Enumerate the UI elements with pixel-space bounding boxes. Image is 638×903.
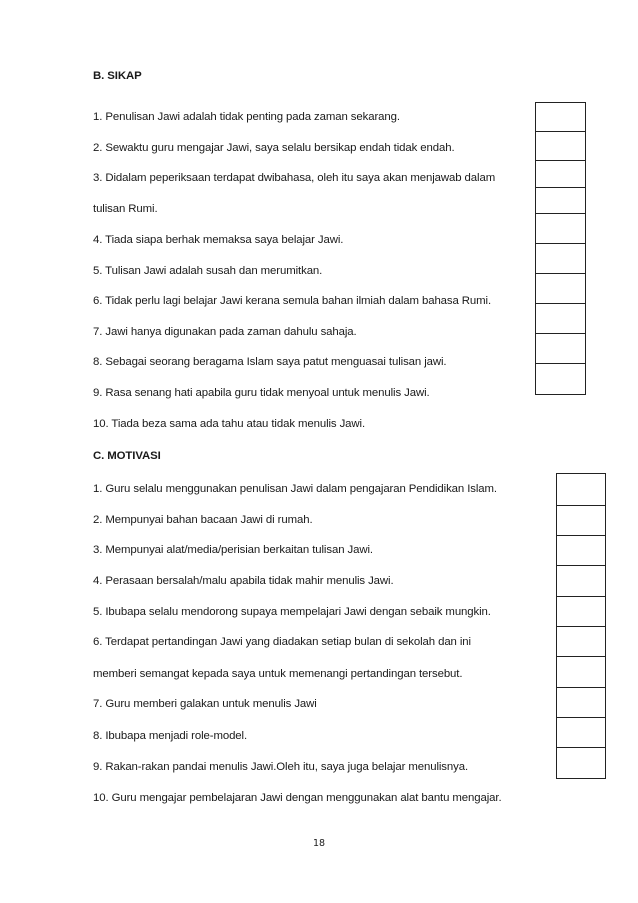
section-b-item-3: 3. Didalam peperiksaan terdapat dwibahasa, oleh itu saya akan menjawab dalam bbox=[93, 172, 496, 184]
section-b-item-2: 2. Sewaktu guru mengajar Jawi, saya selalu bersikap endah tidak endah. bbox=[93, 142, 455, 154]
section-b-answer-box[interactable] bbox=[535, 131, 586, 161]
section-c-item-9: 9. Rakan-rakan pandai menulis Jawi.Oleh itu, saya juga belajar menulisnya. bbox=[93, 761, 469, 773]
section-b-item-6: 6. Tidak perlu lagi belajar Jawi kerana semula bahan ilmiah dalam bahasa Rumi. bbox=[93, 295, 492, 307]
section-b-item-8: 8. Sebagai seorang beragama Islam saya patut menguasai tulisan jawi. bbox=[93, 356, 447, 368]
section-c-item-2: 2. Mempunyai bahan bacaan Jawi di rumah. bbox=[93, 514, 313, 526]
section-b-item-10: 10. Tiada beza sama ada tahu atau tidak menulis Jawi. bbox=[93, 418, 366, 430]
section-b-answer-box[interactable] bbox=[535, 213, 586, 244]
section-b-item-1: 1. Penulisan Jawi adalah tidak penting pada zaman sekarang. bbox=[93, 111, 400, 123]
section-b-item-4: 4. Tiada siapa berhak memaksa saya belajar Jawi. bbox=[93, 234, 344, 246]
section-c-answer-box[interactable] bbox=[556, 535, 606, 566]
section-b-answer-box[interactable] bbox=[535, 303, 586, 334]
section-c-item-4: 4. Perasaan bersalah/malu apabila tidak mahir menulis Jawi. bbox=[93, 575, 394, 587]
section-c-heading: C. MOTIVASI bbox=[93, 450, 161, 462]
section-c-answer-box[interactable] bbox=[556, 747, 606, 779]
section-c-answer-box[interactable] bbox=[556, 596, 606, 627]
section-b-answer-box[interactable] bbox=[535, 363, 586, 395]
section-b-answer-box[interactable] bbox=[535, 243, 586, 274]
section-c-answer-box[interactable] bbox=[556, 626, 606, 657]
section-b-item-3-continued: tulisan Rumi. bbox=[93, 203, 158, 215]
page-number: 18 bbox=[312, 838, 326, 849]
section-c-answer-box[interactable] bbox=[556, 656, 606, 688]
section-c-item-1: 1. Guru selalu menggunakan penulisan Jawi dalam pengajaran Pendidikan Islam. bbox=[93, 483, 497, 495]
section-c-item-5: 5. Ibubapa selalu mendorong supaya mempelajari Jawi dengan sebaik mungkin. bbox=[93, 606, 491, 618]
section-c-item-8: 8. Ibubapa menjadi role-model. bbox=[93, 730, 248, 742]
section-c-item-10: 10. Guru mengajar pembelajaran Jawi dengan menggunakan alat bantu mengajar. bbox=[93, 792, 502, 804]
section-b-answer-box[interactable] bbox=[535, 187, 586, 214]
section-b-answer-box[interactable] bbox=[535, 102, 586, 132]
section-b-answer-box[interactable] bbox=[535, 273, 586, 304]
section-b-item-7: 7. Jawi hanya digunakan pada zaman dahulu sahaja. bbox=[93, 326, 357, 338]
section-b-answer-box[interactable] bbox=[535, 160, 586, 188]
section-c-answer-box[interactable] bbox=[556, 473, 606, 506]
section-b-item-5: 5. Tulisan Jawi adalah susah dan merumitkan. bbox=[93, 265, 323, 277]
section-c-answer-box[interactable] bbox=[556, 505, 606, 536]
section-c-item-3: 3. Mempunyai alat/media/perisian berkaitan tulisan Jawi. bbox=[93, 544, 373, 556]
section-c-answer-box[interactable] bbox=[556, 687, 606, 718]
section-c-item-6: 6. Terdapat pertandingan Jawi yang diadakan setiap bulan di sekolah dan ini bbox=[93, 636, 471, 648]
section-c-answer-box[interactable] bbox=[556, 565, 606, 597]
section-c-item-6-continued: memberi semangat kepada saya untuk memenangi pertandingan tersebut. bbox=[93, 668, 463, 680]
section-b-item-9: 9. Rasa senang hati apabila guru tidak menyoal untuk menulis Jawi. bbox=[93, 387, 430, 399]
section-b-heading: B. SIKAP bbox=[93, 70, 142, 82]
section-c-item-7: 7. Guru memberi galakan untuk menulis Jawi bbox=[93, 698, 317, 710]
section-b-answer-box[interactable] bbox=[535, 333, 586, 364]
section-c-answer-box[interactable] bbox=[556, 717, 606, 748]
